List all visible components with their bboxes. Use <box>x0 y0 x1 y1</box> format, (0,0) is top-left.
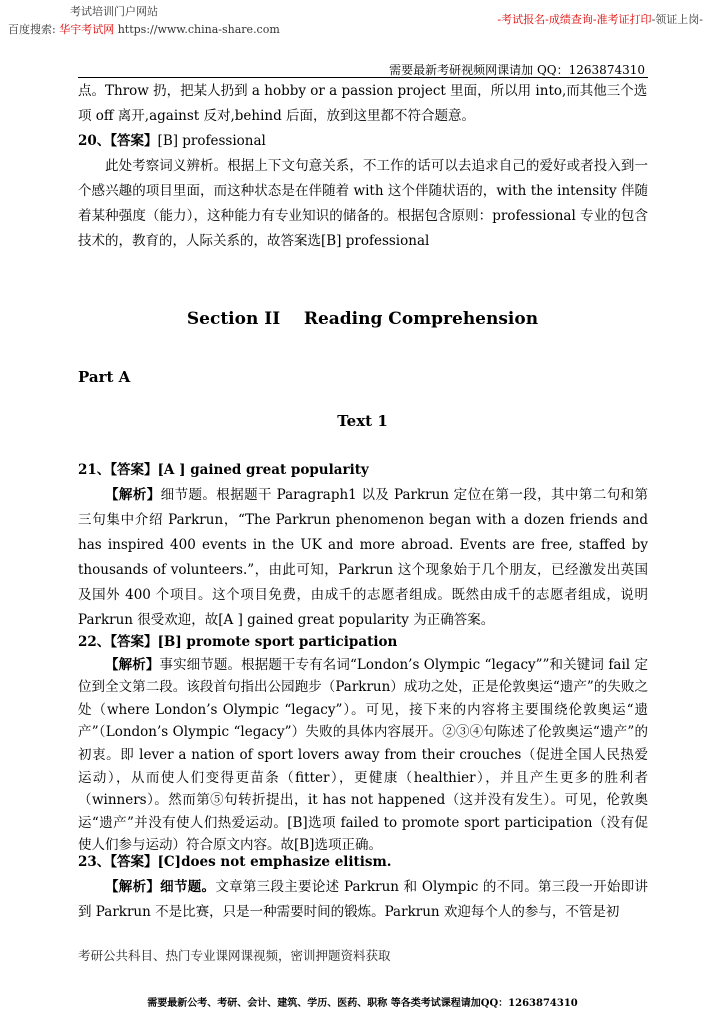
part-title: Part A <box>78 368 131 386</box>
q22-block <box>78 631 648 857</box>
q22-label: 22、【答案】 <box>78 634 158 650</box>
q22-analysis <box>78 654 648 857</box>
q23-analysis <box>78 875 648 925</box>
q21-analysis <box>78 483 648 633</box>
q23-analysis-label: 【解析】细节题。 <box>105 879 216 895</box>
top-block <box>78 79 648 254</box>
q21-answer: [A ] gained great popularity <box>157 462 369 478</box>
certificate-link[interactable]: -领证上岗- <box>651 13 703 26</box>
q20-analysis: 此处考察词义辨析。根据上下文句意关系，不工作的话可以去追求自己的爱好或者投入到一个感兴趣的项目里面，而这种状态是在伴随着 with 这个伴随状语的，with the intensity 伴随着某种强度（能力），这种能力有专业知识的储备的。根据包含原则：professional 专业的包含技术的，教育的，人际关系的，故答案选[B] professional <box>78 158 648 249</box>
q22-answer: [B] promote sport participation <box>157 634 398 650</box>
admission-ticket-link[interactable]: 准考证打印 <box>596 13 652 26</box>
q21-label: 21、【答案】 <box>78 462 158 478</box>
site-url-link[interactable]: https://www.china-share.com <box>117 23 280 36</box>
search-brand-link[interactable]: 华宇考试网 <box>59 23 115 36</box>
header-notice: 需要最新考研视频网课请加 QQ：1263874310 <box>389 63 645 77</box>
text-title: Text 1 <box>337 412 388 430</box>
footer-contact: 需要最新公考、考研、会计、建筑、学历、医药、职称 等各类考试课程请加QQ：1263874310 <box>147 998 578 1009</box>
q21-answer-line <box>78 458 648 483</box>
q21-analysis-text: 细节题。根据题干 Paragraph1 以及 Parkrun 定位在第一段，其中第二句和第三句集中介绍 Parkrun，“The Parkrun phenomenon began with a dozen friends and has inspired 400 events in the UK and more abroad. Events are free, staffed by thousands of volunteers.”，由此可知，Parkrun 这个现象始于几个朋友，已经激发出英国及国外 400 个项目。这个项目免费，由成千的志愿者组成。既然由成千的志愿者组成，说明 Parkrun 很受欢迎，故[A ] gained great popularity 为正确答案。 <box>78 487 649 628</box>
q23-answer: [C]does not emphasize elitism. <box>157 854 392 870</box>
continued-line-1: 点。Throw 扔，把某人扔到 a hobby or a passion project 里面，所以用 into,而其他三个选 <box>78 83 648 99</box>
q23-analysis-text: 文章第三段主要论述 Parkrun 和 Olympic 的不同。第三段一开始即讲到 Parkrun 不是比赛，只是一种需要时间的锻炼。Parkrun 欢迎每个人的参与，不管是初 <box>78 879 649 920</box>
section-title: Section II Reading Comprehension <box>186 309 539 329</box>
q23-label: 23、【答案】 <box>78 854 158 870</box>
header-links <box>497 11 703 27</box>
q22-analysis-text: 事实细节题。根据题干专有名词“London’s Olympic “legacy””和关键词 fail 定位到全文第二段。该段首句指出公园跑步（Parkrun）成功之处，正是伦敦奥运“遗产”的失败之处（where London’s Olympic “legacy”）。可见，接下来的内容将主要围绕伦敦奥运“遗产”（London’s Olympic “legacy”）失败的具体内容展开。②③④句陈述了伦敦奥运“遗产”的初衷。即 lever a nation of sport lovers away from their crouches（促进全国人民热爱运动），从而使人们变得更苗条（fitter），更健康（healthier），并且产生更多的胜利者（winners）。然而第⑤句转折提出，it has not happened（这并没有发生）。可见，伦敦奥运“遗产”并没有使人们热爱运动。[B]选项 failed to promote sport participation（没有促使人们参与运动）符合原文内容。故[B]选项正确。 <box>78 656 648 854</box>
q21-block <box>78 458 648 633</box>
search-hint <box>8 21 280 37</box>
q23-answer-line <box>78 850 648 875</box>
q20-label: 20、【答案】 <box>78 133 158 149</box>
registration-link[interactable]: -考试报名-成绩查询- <box>497 13 597 26</box>
q21-analysis-label: 【解析】 <box>105 487 161 503</box>
q20-answer-line <box>78 129 648 154</box>
q22-analysis-label: 【解析】 <box>105 656 160 673</box>
footer-promo: 考研公共科目、热门专业课网课视频，密训押题资料获取 <box>78 948 391 963</box>
search-prefix: 百度搜索: <box>8 23 56 36</box>
continued-line-2: 项 off 离开,against 反对,behind 后面，放到这里都不符合题意。 <box>78 108 476 124</box>
q22-answer-line <box>78 631 648 654</box>
q23-block <box>78 850 648 925</box>
header-divider <box>78 77 648 78</box>
q20-answer: [B] professional <box>157 133 266 149</box>
site-name: 考试培训门户网站 <box>70 5 158 18</box>
